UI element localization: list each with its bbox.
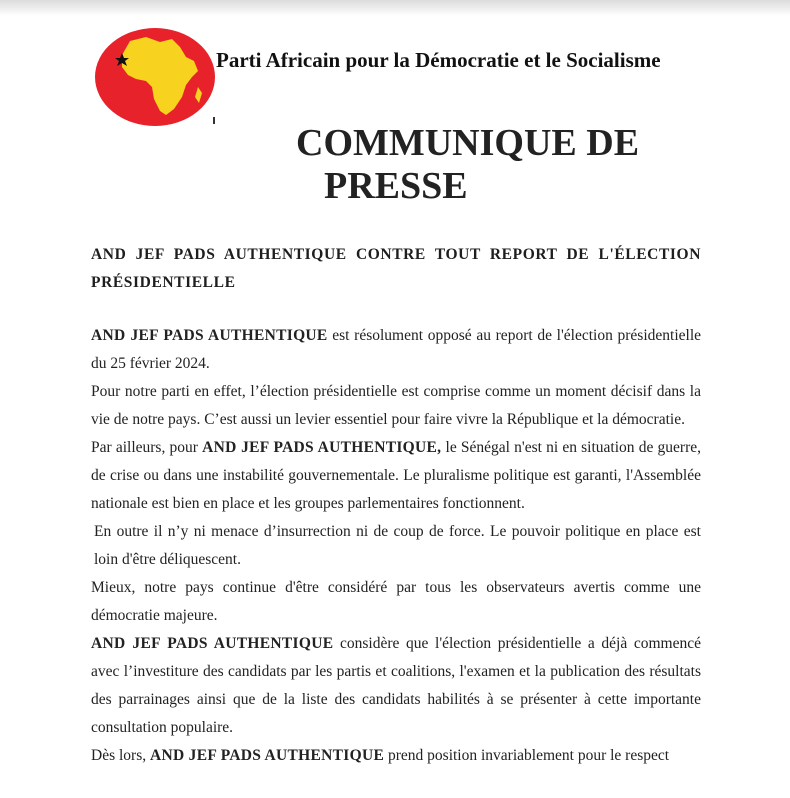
- communique-body: [91, 322, 701, 770]
- title-line-2: PRESSE: [324, 165, 468, 207]
- page-top-shadow: [0, 0, 790, 16]
- paragraph: Mieux, notre pays continue d'être considéré par tous les observateurs avertis comme une démocratie majeure.: [91, 579, 701, 624]
- paragraph: En outre il n’y ni menace d’insurrection ni de coup de force. Le pouvoir politique en place est loin d'être déliquescent.: [94, 523, 701, 568]
- party-acronym: AND JEF PADS AUTHENTIQUE: [149, 747, 385, 764]
- paragraph: AND JEF PADS AUTHENTIQUE considère que l'élection présidentielle a déjà commencé avec l’investiture des candidats par les partis et coalitions, l'examen et la publication des résultats des parrainages ainsi que de la liste des candidats habilités à se présenter à cette importante consultation populaire.: [91, 635, 701, 736]
- party-name: Parti Africain pour la Démocratie et le Socialisme: [216, 48, 661, 72]
- communique-heading: AND JEF PADS AUTHENTIQUE CONTRE TOUT REPORT DE L'ÉLECTION PRÉSIDENTIELLE: [91, 246, 701, 291]
- party-acronym: AND JEF PADS AUTHENTIQUE,: [202, 439, 442, 456]
- paragraph: Pour notre parti en effet, l’élection présidentielle est comprise comme un moment décisif dans la vie de notre pays. C’est aussi un levier essentiel pour faire vivre la République et la démocratie.: [91, 383, 701, 428]
- paragraph: Par ailleurs, pour AND JEF PADS AUTHENTIQUE, le Sénégal n'est ni en situation de guerre, de crise ou dans une instabilité gouvernementale. Le pluralisme politique est garanti, l'Assemblée nationale est bien en place et les groupes parlementaires fonctionnent.: [91, 439, 701, 512]
- paragraph: Dès lors, AND JEF PADS AUTHENTIQUE prend position invariablement pour le respect: [91, 747, 670, 764]
- document-title: [290, 122, 650, 208]
- party-logo: [94, 27, 218, 127]
- party-acronym: AND JEF PADS AUTHENTIQUE: [91, 327, 328, 344]
- title-line-1: COMMUNIQUE DE: [296, 122, 640, 164]
- paragraph: AND JEF PADS AUTHENTIQUE est résolument opposé au report de l'élection présidentielle du 25 février 2024.: [91, 327, 701, 372]
- party-acronym: AND JEF PADS AUTHENTIQUE: [91, 635, 334, 652]
- logo-tick-mark: [213, 117, 215, 124]
